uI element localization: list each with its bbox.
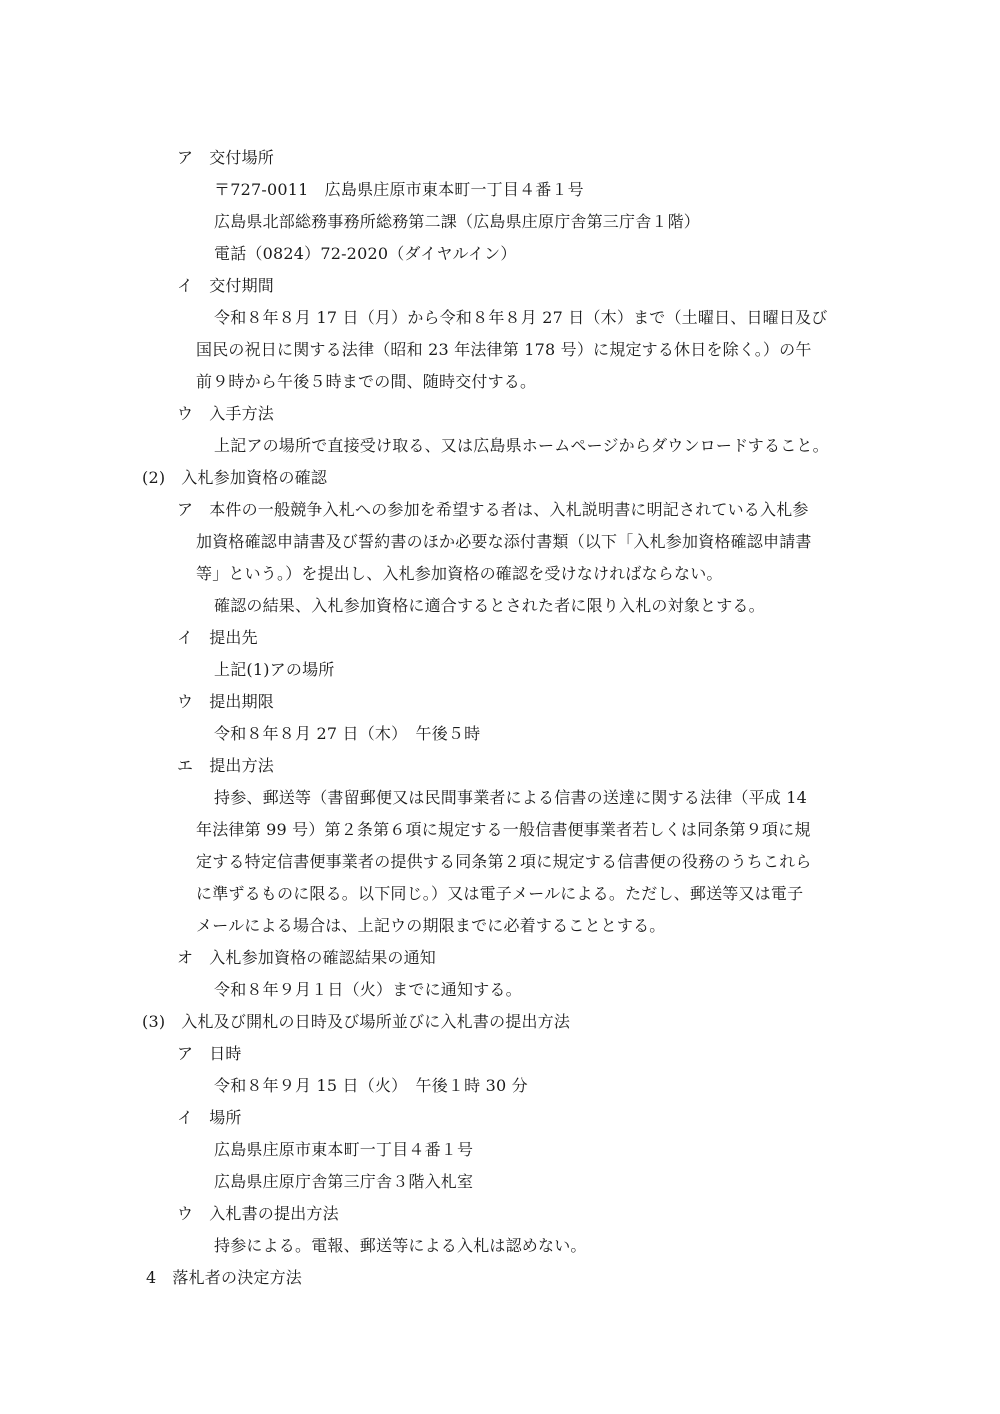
section-number: 4 (146, 1268, 157, 1287)
item-title: 提出期限 (209, 692, 275, 711)
item-1i-heading (177, 275, 274, 297)
item-title: 場所 (209, 1108, 242, 1127)
item-label: ウ (177, 1204, 194, 1223)
paragraph-line: 年法律第 99 号）第２条第６項に規定する一般信書便事業者若しくは同条第９項に規 (196, 820, 811, 839)
paragraph-line: 令和８年９月 15 日（火） 午後１時 30 分 (214, 1076, 528, 1095)
section-title: 入札及び開札の日時及び場所並びに入札書の提出方法 (181, 1012, 571, 1031)
item-label: ウ (177, 692, 194, 711)
item-title: 交付期間 (209, 276, 275, 295)
paragraph-line: 令和８年８月 27 日（木） 午後５時 (214, 724, 481, 743)
paragraph-line: 等」という。）を提出し、入札参加資格の確認を受けなければならない。 (196, 564, 723, 583)
item-title: 日時 (209, 1044, 242, 1063)
item-label: エ (177, 756, 194, 775)
item-label: イ (177, 276, 194, 295)
item-2a-line (177, 499, 809, 521)
section-4-heading (146, 1267, 302, 1289)
item-label: ア (177, 500, 194, 519)
section-title: 落札者の決定方法 (172, 1268, 302, 1287)
paragraph-line: 前９時から午後５時までの間、随時交付する。 (196, 372, 537, 391)
item-2e-heading (177, 755, 274, 777)
item-label: ア (177, 148, 194, 167)
item-label: イ (177, 1108, 194, 1127)
item-label: イ (177, 628, 194, 647)
paragraph-line: 国民の祝日に関する法律（昭和 23 年法律第 178 号）に規定する休日を除く。）の午 (196, 340, 812, 359)
section-number: (2) (142, 468, 166, 487)
item-3a-heading (177, 1043, 242, 1065)
paragraph-line: に準ずるものに限る。以下同じ。）又は電子メールによる。ただし、郵送等又は電子 (196, 884, 804, 903)
paragraph-line: メールによる場合は、上記ウの期限までに必着することとする。 (196, 916, 666, 935)
section-number: (3) (142, 1012, 166, 1031)
item-title: 入手方法 (209, 404, 275, 423)
item-title: 入札書の提出方法 (209, 1204, 339, 1223)
paragraph-line: 持参、郵送等（書留郵便又は民間事業者による信書の送達に関する法律（平成 14 (214, 788, 808, 807)
item-title: 提出先 (209, 628, 258, 647)
item-2o-heading (177, 947, 436, 969)
paragraph-line: 広島県庄原市東本町一丁目４番１号 (214, 1140, 474, 1159)
item-3i-heading (177, 1107, 242, 1129)
item-title: 提出方法 (209, 756, 275, 775)
paragraph-line: 持参による。電報、郵送等による入札は認めない。 (214, 1236, 587, 1255)
paragraph-line: 加資格確認申請書及び誓約書のほか必要な添付書類（以下「入札参加資格確認申請書 (196, 532, 812, 551)
paragraph-line: 上記アの場所で直接受け取る、又は広島県ホームページからダウンロードすること。 (214, 436, 829, 455)
delivery-phone: 電話（0824）72-2020（ダイヤルイン） (214, 244, 517, 263)
item-title: 交付場所 (209, 148, 275, 167)
item-label: オ (177, 948, 194, 967)
section-title: 入札参加資格の確認 (181, 468, 328, 487)
section-3-heading (142, 1011, 570, 1033)
item-title: 入札参加資格の確認結果の通知 (209, 948, 437, 967)
item-1a-heading (177, 147, 274, 169)
delivery-address: 〒727-0011 広島県庄原市東本町一丁目４番１号 (214, 180, 584, 199)
paragraph-line: 本件の一般競争入札への参加を希望する者は、入札説明書に明記されている入札参 (209, 500, 809, 519)
section-2-heading (142, 467, 327, 489)
paragraph-line: 上記(1)アの場所 (214, 660, 335, 679)
item-1u-heading (177, 403, 274, 425)
item-label: ウ (177, 404, 194, 423)
paragraph-line: 定する特定信書便事業者の提供する同条第２項に規定する信書便の役務のうちこれら (196, 852, 812, 871)
delivery-office: 広島県北部総務事務所総務第二課（広島県庄原庁舎第三庁舎１階） (214, 212, 701, 231)
item-3u-heading (177, 1203, 339, 1225)
item-2i-heading (177, 627, 258, 649)
paragraph-line: 令和８年９月１日（火）までに通知する。 (214, 980, 522, 999)
paragraph-line: 令和８年８月 17 日（月）から令和８年８月 27 日（木）まで（土曜日、日曜日及び (214, 308, 828, 327)
item-2u-heading (177, 691, 274, 713)
item-label: ア (177, 1044, 194, 1063)
paragraph-line: 確認の結果、入札参加資格に適合するとされた者に限り入札の対象とする。 (214, 596, 765, 615)
paragraph-line: 広島県庄原庁舎第三庁舎３階入札室 (214, 1172, 474, 1191)
